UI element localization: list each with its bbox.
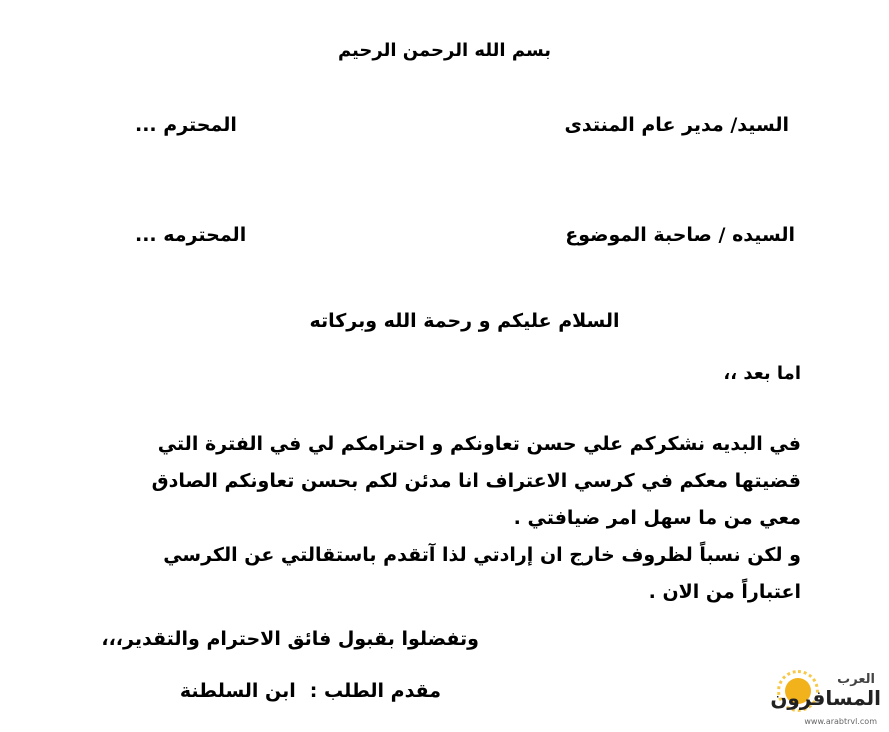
- recipient-2-honorific: المحترمه ...: [135, 224, 247, 246]
- greeting: السلام عليكم و رحمة الله وبركاته: [309, 310, 620, 332]
- watermark-small-text: العرب: [837, 672, 875, 687]
- sender-line: [180, 680, 441, 702]
- body-paragraph-2: و لكن نسباً لظروف خارج ان إرادتي لذا آتقدم باستقالتي عن الكرسي اعتباراً من الان .: [163, 544, 801, 603]
- closing-line: وتفضلوا بقبول فائق الاحترام والتقدير،،،: [101, 628, 479, 650]
- letter-body: [146, 426, 801, 611]
- recipient-1-name: السيد/ مدير عام المنتدى: [564, 114, 789, 136]
- body-paragraph-1: في البديه نشكركم علي حسن تعاونكم و احترامكم لي في الفترة التي قضيتها معكم في كرسي الاعتراف انا مدئن لكم بحسن تعاونكم الصادق معي من ما سهل امر ضيافتي .: [151, 433, 801, 529]
- basmala: بسم الله الرحمن الرحيم: [337, 40, 552, 61]
- recipient-2-name: السيده / صاحبة الموضوع: [565, 224, 795, 246]
- watermark-main-text: المسافرون: [770, 686, 881, 710]
- sender-label: مقدم الطلب :: [309, 680, 441, 702]
- site-watermark-logo: [770, 666, 883, 726]
- opening-line: اما بعد ،،: [723, 363, 801, 384]
- sender-name: ابن السلطنة: [179, 680, 296, 702]
- recipient-1-honorific: المحترم ...: [135, 114, 237, 136]
- watermark-url: www.arabtrvl.com: [804, 717, 877, 726]
